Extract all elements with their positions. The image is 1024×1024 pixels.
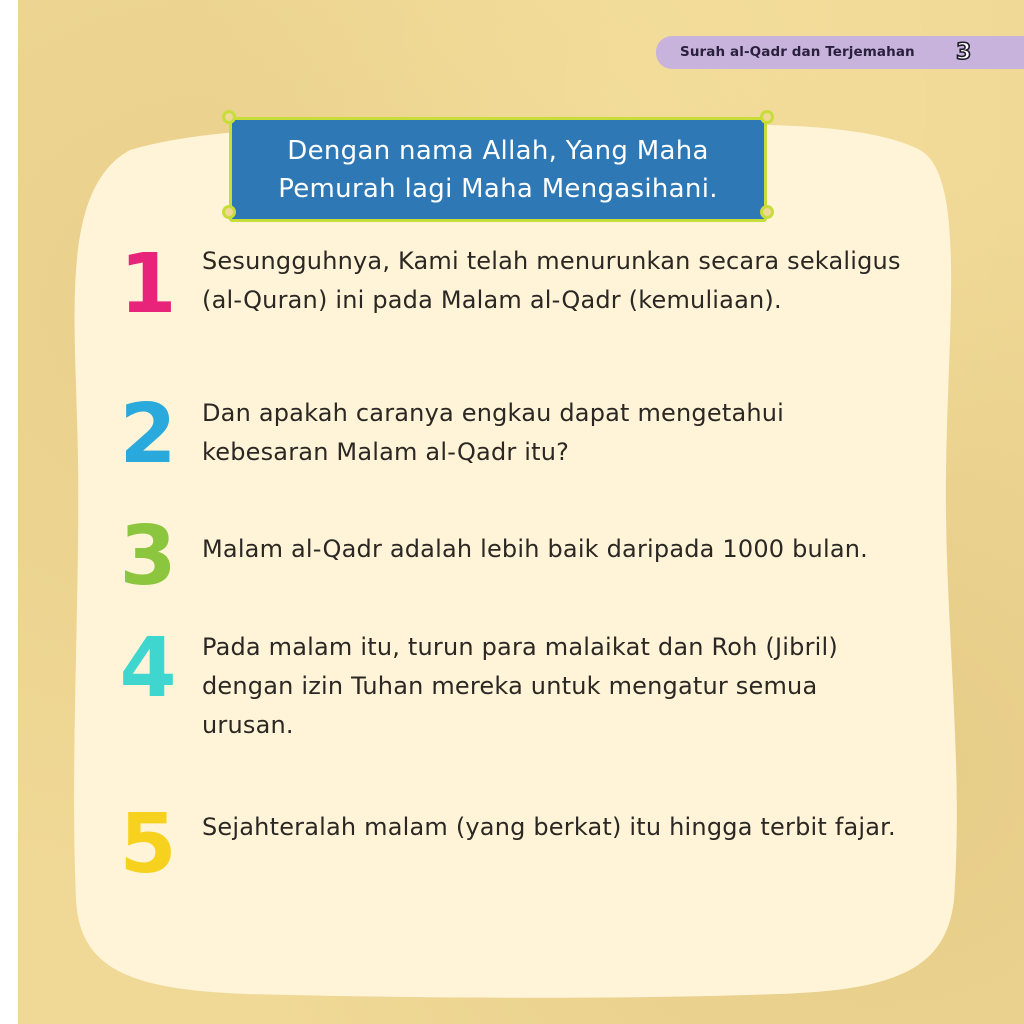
verse-2 [108,387,908,484]
title-box-corner-ornament [760,110,774,124]
verse-text-5: Sejahteralah malam (yang berkat) itu hingga terbit fajar. [202,813,896,841]
verse-3 [108,509,908,604]
header-title: Surah al-Qadr dan Terjemahan [680,44,915,60]
verse-1 [108,237,908,332]
verse-text-3: Malam al-Qadr adalah lebih baik daripada 1000 bulan. [202,535,868,563]
verse-number-5: 5 [119,797,177,892]
verse-text-2: Dan apakah caranya engkau dapat mengetahui kebesaran Malam al-Qadr itu? [202,399,785,466]
title-box-corner-ornament [760,205,774,219]
header-tab [656,36,1024,69]
verse-text-4: Pada malam itu, turun para malaikat dan Roh (Jibril) dengan izin Tuhan mereka untuk mengatur semua urusan. [202,633,838,739]
verse-5 [108,797,908,898]
verse-number-3: 3 [119,509,177,604]
opening-title-box [229,117,767,222]
title-box-corner-ornament [222,205,236,219]
opening-text [278,132,718,208]
title-box-corner-ornament [222,110,236,124]
opening-line-1: Dengan nama Allah, Yang Maha [287,135,709,166]
verse-text-1: Sesungguhnya, Kami telah menurunkan secara sekaligus (al-Quran) ini pada Malam al-Qadr (kemuliaan). [202,247,901,314]
opening-line-2: Pemurah lagi Maha Mengasihani. [278,173,718,204]
page-number: 3 [956,40,972,65]
verse-4 [108,621,908,748]
verse-number-2: 2 [119,387,177,482]
verse-number-1: 1 [119,237,177,332]
verse-number-4: 4 [119,621,177,716]
